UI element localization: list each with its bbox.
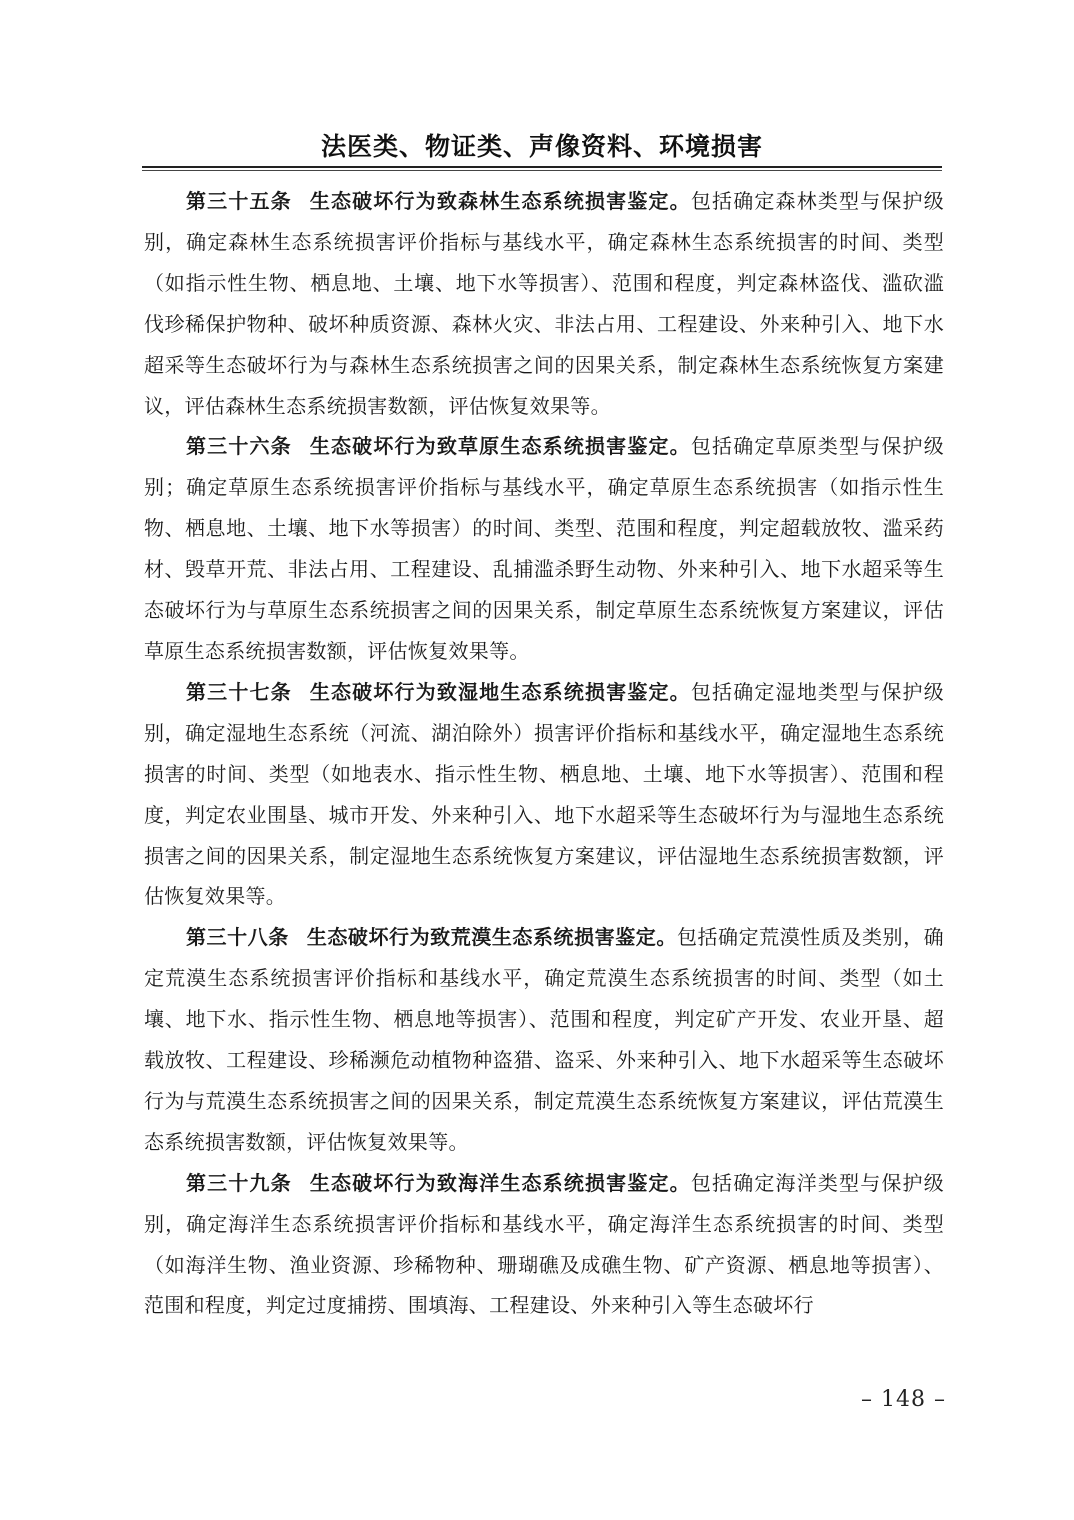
article-title: 生态破坏行为致湿地生态系统损害鉴定。 [309,679,691,704]
article-36 [144,426,944,671]
article-number: 第三十五条 [186,189,292,213]
running-header [142,130,942,164]
article-39 [144,1163,944,1327]
header-rule-thin [142,170,942,171]
header-title: 法医类、物证类、声像资料、环境损害 [320,132,763,161]
article-38 [144,917,944,1162]
article-title: 生态破坏行为致荒漠生态系统损害鉴定。 [306,925,677,950]
article-title: 生态破坏行为致草原生态系统损害鉴定。 [309,434,691,459]
article-body: 包括确定森林类型与保护级别，确定森林生态系统损害评价指标与基线水平，确定森林生态系统损害的时间、类型（如指示性生物、栖息地、土壤、地下水等损害）、范围和程度，判定森林盗伐、滥砍滥伐珍稀保护物种、破坏种质资源、森林火灾、非法占用、工程建设、外来种引入、地下水超采等生态破坏行为与森林生态系统损害之间的因果关系，制定森林生态系统恢复方案建议，评估森林生态系统损害数额，评估恢复效果等。 [144,189,944,418]
article-body: 包括确定荒漠性质及类别，确定荒漠生态系统损害评价指标和基线水平，确定荒漠生态系统损害的时间、类型（如土壤、地下水、指示性生物、栖息地等损害）、范围和程度，判定矿产开发、农业开垦、超载放牧、工程建设、珍稀濒危动植物种盗猎、盗采、外来种引入、地下水超采等生态破坏行为与荒漠生态系统损害之间的因果关系，制定荒漠生态系统恢复方案建议，评估荒漠生态系统损害数额，评估恢复效果等。 [144,925,944,1154]
article-body: 包括确定草原类型与保护级别；确定草原生态系统损害评价指标与基线水平，确定草原生态系统损害（如指示性生物、栖息地、土壤、地下水等损害）的时间、类型、范围和程度，判定超载放牧、滥采药材、毁草开荒、非法占用、工程建设、乱捕滥杀野生动物、外来种引入、地下水超采等生态破坏行为与草原生态系统损害之间的因果关系，制定草原生态系统恢复方案建议，评估草原生态系统损害数额，评估恢复效果等。 [144,434,944,663]
article-title: 生态破坏行为致海洋生态系统损害鉴定。 [309,1170,691,1195]
article-body: 包括确定湿地类型与保护级别，确定湿地生态系统（河流、湖泊除外）损害评价指标和基线水平，确定湿地生态系统损害的时间、类型（如地表水、指示性生物、栖息地、土壤、地下水等损害）、范围和程度，判定农业围垦、城市开发、外来种引入、地下水超采等生态破坏行为与湿地生态系统损害之间的因果关系，制定湿地生态系统恢复方案建议，评估湿地生态系统损害数额，评估恢复效果等。 [144,679,944,909]
article-number: 第三十六条 [186,434,292,459]
article-number: 第三十九条 [186,1170,292,1195]
article-35 [144,181,944,426]
article-number: 第三十八条 [186,925,289,950]
page-number: – 148 – [861,1387,946,1412]
header-rule [142,166,942,168]
article-37 [144,672,944,917]
article-title: 生态破坏行为致森林生态系统损害鉴定。 [309,189,691,213]
article-body: 包括确定海洋类型与保护级别，确定海洋生态系统损害评价指标和基线水平，确定海洋生态系统损害的时间、类型（如海洋生物、渔业资源、珍稀物种、珊瑚礁及成礁生物、矿产资源、栖息地等损害）、范围和程度，判定过度捕捞、围填海、工程建设、外来种引入等生态破坏行 [144,1170,944,1318]
document-body [144,181,944,1326]
article-number: 第三十七条 [186,679,292,704]
